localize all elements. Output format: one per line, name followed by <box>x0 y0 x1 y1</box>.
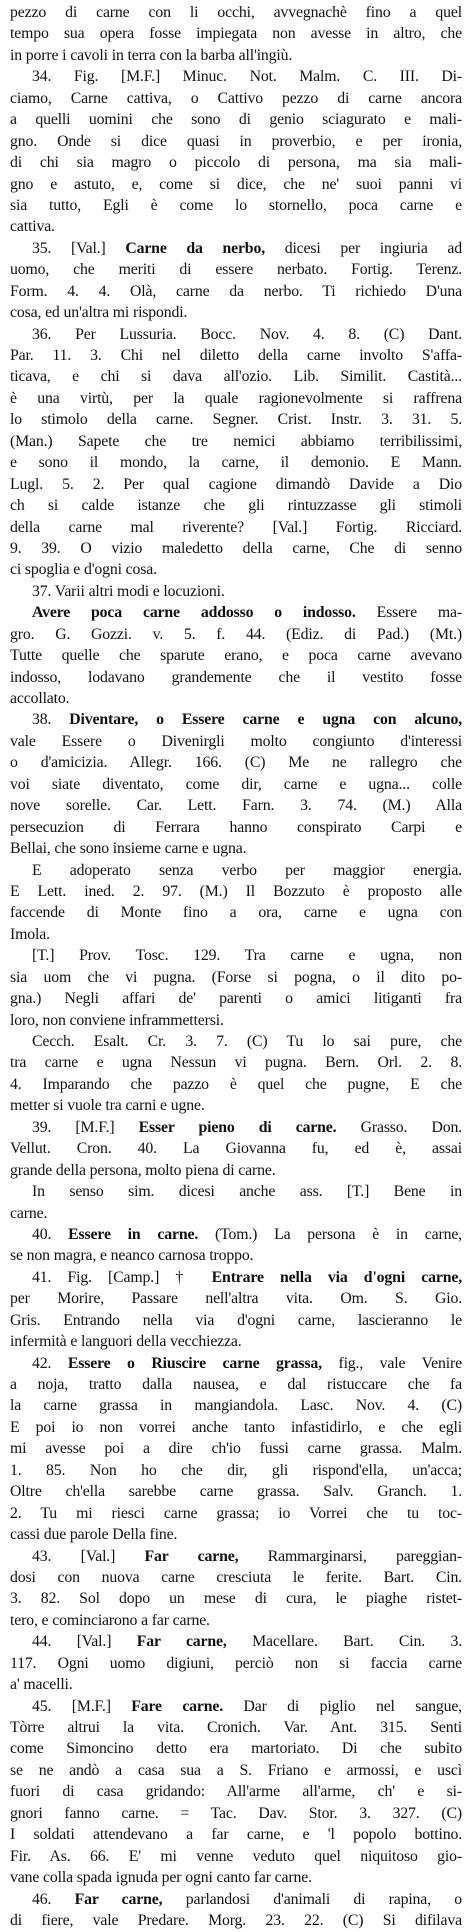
text-line: lo stimolo della carne. Segner. Crist. Instr. 3. 31. 5. <box>10 411 462 429</box>
text-line: cosa, ed un'altra mi rispondi. <box>10 304 188 322</box>
text-line: voi siate diventato, come dir, carne e ugna... colle <box>10 775 462 793</box>
text-line: vane colla spada ignuda per ogni canto far carne. <box>10 1869 312 1887</box>
text-line: 34. Fig. [M.F.] Minuc. Not. Malm. C. III. Di- <box>32 68 462 86</box>
text-line: nove sorelle. Car. Lett. Farn. 3. 74. (M.) Alla <box>10 797 462 815</box>
text-line: E poi io non vorrei anche tanto infastidirlo, e che egli <box>10 1418 462 1436</box>
text-line: sia tutto, Egli è come lo stornello, poca carne e <box>10 196 462 214</box>
text-line: di chi sia magro o piccolo di persona, ma sia mali- <box>10 154 462 172</box>
text-line: sia uom che vi pugna. (Forse si pogna, o il dito po- <box>10 968 462 986</box>
text-line: Imola. <box>10 925 50 943</box>
text-line: loro, non conviene inframmettersi. <box>10 1011 224 1029</box>
text-line: dosi con nuova carne cresciuta le ferite. Bart. Cin. <box>10 1568 462 1586</box>
text-line: se ne andò a casa sua a S. Friano e armossi, e uscì <box>10 1761 462 1779</box>
text-line: Vellut. Cron. 40. La Giovanna fu, ed è, assai <box>10 1140 462 1158</box>
text-line: 41. Fig. [Camp.] † Entrare nella via d'ogni carne, <box>32 1268 462 1286</box>
text-line: 38. Diventare, o Essere carne e ugna con alcuno, <box>32 711 462 729</box>
text-line: ci spoglia e d'ogni cosa. <box>10 561 157 579</box>
text-line: gnori fanno carne. = Tac. Dav. Stor. 3. 327. (C) <box>10 1804 462 1822</box>
text-line: di fiere, vale Predare. Morg. 23. 22. (C) Si difilava <box>10 1911 462 1929</box>
text-line: 44. [Val.] Far carne, Macellare. Bart. Cin. 3. <box>32 1633 462 1651</box>
text-line: gro. G. Gozzi. v. 5. f. 44. (Ediz. di Pad.) (Mt.) <box>10 625 462 643</box>
text-line: 35. [Val.] Carne da nerbo, dicesi per ingiuria ad <box>32 239 462 257</box>
text-line: tempo sua opera fosse impiegata non avesse in altro, che <box>10 25 462 43</box>
text-line: Oltre ch'ella sarebbe carne grassa. Salv. Granch. 1. <box>10 1483 462 1501</box>
text-line: Tòrre altrui la vita. Cronich. Var. Ant. 315. Senti <box>10 1719 462 1736</box>
text-line: I soldati attendevano a far carne, e 'l popolo bottino. <box>10 1826 462 1844</box>
text-line: a' macelli. <box>10 1676 73 1694</box>
text-line: 40. Essere in carne. (Tom.) La persona è in carne, <box>32 1225 462 1243</box>
text-line: tero, e cominciarono a far carne. <box>10 1611 210 1629</box>
text-line: grande della persona, molto piena di carne. <box>10 1161 276 1179</box>
text-line: 39. [M.F.] Esser pieno di carne. Grasso. Don. <box>32 1118 462 1136</box>
text-line: Fir. As. 66. E' mi venne veduto quel niquitoso gio- <box>10 1847 462 1865</box>
text-line: (Man.) Sapete che tre nemici abbiamo terribilissimi, <box>10 432 462 450</box>
text-line: gna.) Negli affari de' parenti o amici litiganti fra <box>10 990 462 1008</box>
text-line: 1. 85. Non ho che dir, gli rispond'ella, un'acca; <box>10 1461 462 1479</box>
text-line: se non magra, e neanco carnosa troppo. <box>10 1247 254 1265</box>
text-line: accollato. <box>10 690 70 707</box>
text-line: per Morire, Passare nell'altra vita. Om. S. Gio. <box>10 1290 462 1308</box>
text-line: In senso sim. dicesi anche ass. [T.] Bene in <box>32 1183 462 1201</box>
text-line: 4. Imparando che pazzo è quel che pugne, E che <box>10 1075 462 1093</box>
text-line: indosso, lodavano grandemente che il vestito fosse <box>10 668 462 686</box>
text-line: 3. 82. Sol dopo un mese di cura, le piaghe ristet- <box>10 1590 462 1608</box>
text-line: a noja, tratto dalla nausea, e dal ristuccare che fa <box>10 1376 462 1393</box>
text-line: come Simoncino detto era martoriato. Di che subito <box>10 1740 462 1758</box>
text-line: 37. Varii altri modi e locuzioni. <box>32 582 225 600</box>
text-line: Gris. Entrando nella via d'ogni carne, lascieranno le <box>10 1311 462 1329</box>
text-line: tra carne e ugna Nessun vi pugna. Bern. Orl. 2. 8. <box>10 1054 462 1072</box>
text-line: uomo, che meriti di essere nerbato. Fortig. Terenz. <box>10 261 462 279</box>
text-line: mi avesse poi a dire ch'io fussi carne grassa. Malm. <box>10 1440 462 1458</box>
text-line: infermità e languori della vecchiezza. <box>10 1333 242 1351</box>
text-line: E adoperato senza verbo per maggior energia. <box>32 861 462 879</box>
text-line: 46. Far carne, parlandosi d'animali di rapina, o <box>32 1890 462 1908</box>
text-line: la carne grassa in mangiandola. Lasc. Nov. 4. (C) <box>10 1397 462 1415</box>
text-line: Cecch. Esalt. Cr. 3. 7. (C) Tu lo sai pure, che <box>32 1033 462 1050</box>
text-line: e sono il mondo, la carne, il demonio. E Mann. <box>10 454 462 472</box>
text-line: Bellai, che sono insieme carne e ugna. <box>10 840 247 858</box>
text-line: ch si calde istanze che gli rintuzzasse gli stimoli <box>10 497 462 515</box>
text-line: faccende di Monte fino a ora, carne e ugna con <box>10 904 462 922</box>
text-line: Par. 11. 3. Chi nel diletto della carne involto S'affa- <box>10 347 462 364</box>
text-line: carne. <box>10 1204 48 1222</box>
text-line: 117. Ogni uomo digiuni, perciò non si faccia carne <box>10 1654 462 1672</box>
text-line: vale Essere o Divenirgli molto congiunto d'interessi <box>10 732 462 750</box>
text-line: pezzo di carne con li occhi, avvegnachè fino a quel <box>10 4 462 21</box>
text-line: cattiva. <box>10 218 55 236</box>
text-line: o d'amicizia. Allegr. 166. (C) Me ne rallegro che <box>10 754 462 772</box>
text-line: in porre i cavoli in terra con la barba all'ingiù. <box>10 46 293 64</box>
text-line: Form. 4. 4. Olà, carne da nerbo. Ti richiedo D'una <box>10 282 462 300</box>
text-line: metter si vuole tra carni e ugne. <box>10 1097 205 1115</box>
text-line: 45. [M.F.] Fare carne. Dar di piglio nel sangue, <box>32 1697 462 1715</box>
text-line: Avere poca carne addosso o indosso. Essere ma- <box>32 604 462 622</box>
text-line: Lugl. 5. 2. Per qual cagione dimandò Davide a Dio <box>10 475 462 493</box>
text-line: a quelli uomini che sono di genio sciagurato e mali- <box>10 111 462 129</box>
text-line: cassi due parole Della fine. <box>10 1526 178 1544</box>
text-line: 42. Essere o Riuscire carne grassa, fig., vale Venire <box>32 1354 462 1372</box>
text-line: 2. Tu mi riesci carne grassa; io Vorrei che tu toc- <box>10 1504 462 1522</box>
text-line: gno e astuto, e, come si dice, che ne' suoi panni vi <box>10 175 462 193</box>
text-line: gno. Onde si dice quasi in proverbio, e per ironia, <box>10 132 462 150</box>
text-line: [T.] Prov. Tosc. 129. Tra carne e ugna, non <box>32 947 462 965</box>
text-line: fuori di casa gridando: All'arme all'arme, ch' e si- <box>10 1783 462 1801</box>
text-line: ticava, e chi si dava all'ozio. Lib. Similit. Castità... <box>10 368 462 386</box>
text-line: 9. 39. O vizio maledetto della carne, Che di senno <box>10 539 462 557</box>
text-line: 36. Per Lussuria. Bocc. Nov. 4. 8. (C) Dant. <box>32 325 462 343</box>
text-line: persecuzion di Ferrara hanno conspirato Carpi e <box>10 818 462 836</box>
text-line: della carne mal riverente? [Val.] Fortig. Ricciard. <box>10 518 462 536</box>
text-line: ciamo, Carne cattiva, o Cattivo pezzo di carne ancora <box>10 89 462 107</box>
text-line: E Lett. ined. 2. 97. (M.) Il Bozzuto è proposto alle <box>10 882 462 900</box>
text-line: è una virtù, per la quale ragionevolmente si raffrena <box>10 389 462 407</box>
text-line: 43. [Val.] Far carne, Rammarginarsi, pareggian- <box>32 1547 462 1565</box>
text-line: Tutte quelle che sparute erano, e poca carne avevano <box>10 647 462 665</box>
